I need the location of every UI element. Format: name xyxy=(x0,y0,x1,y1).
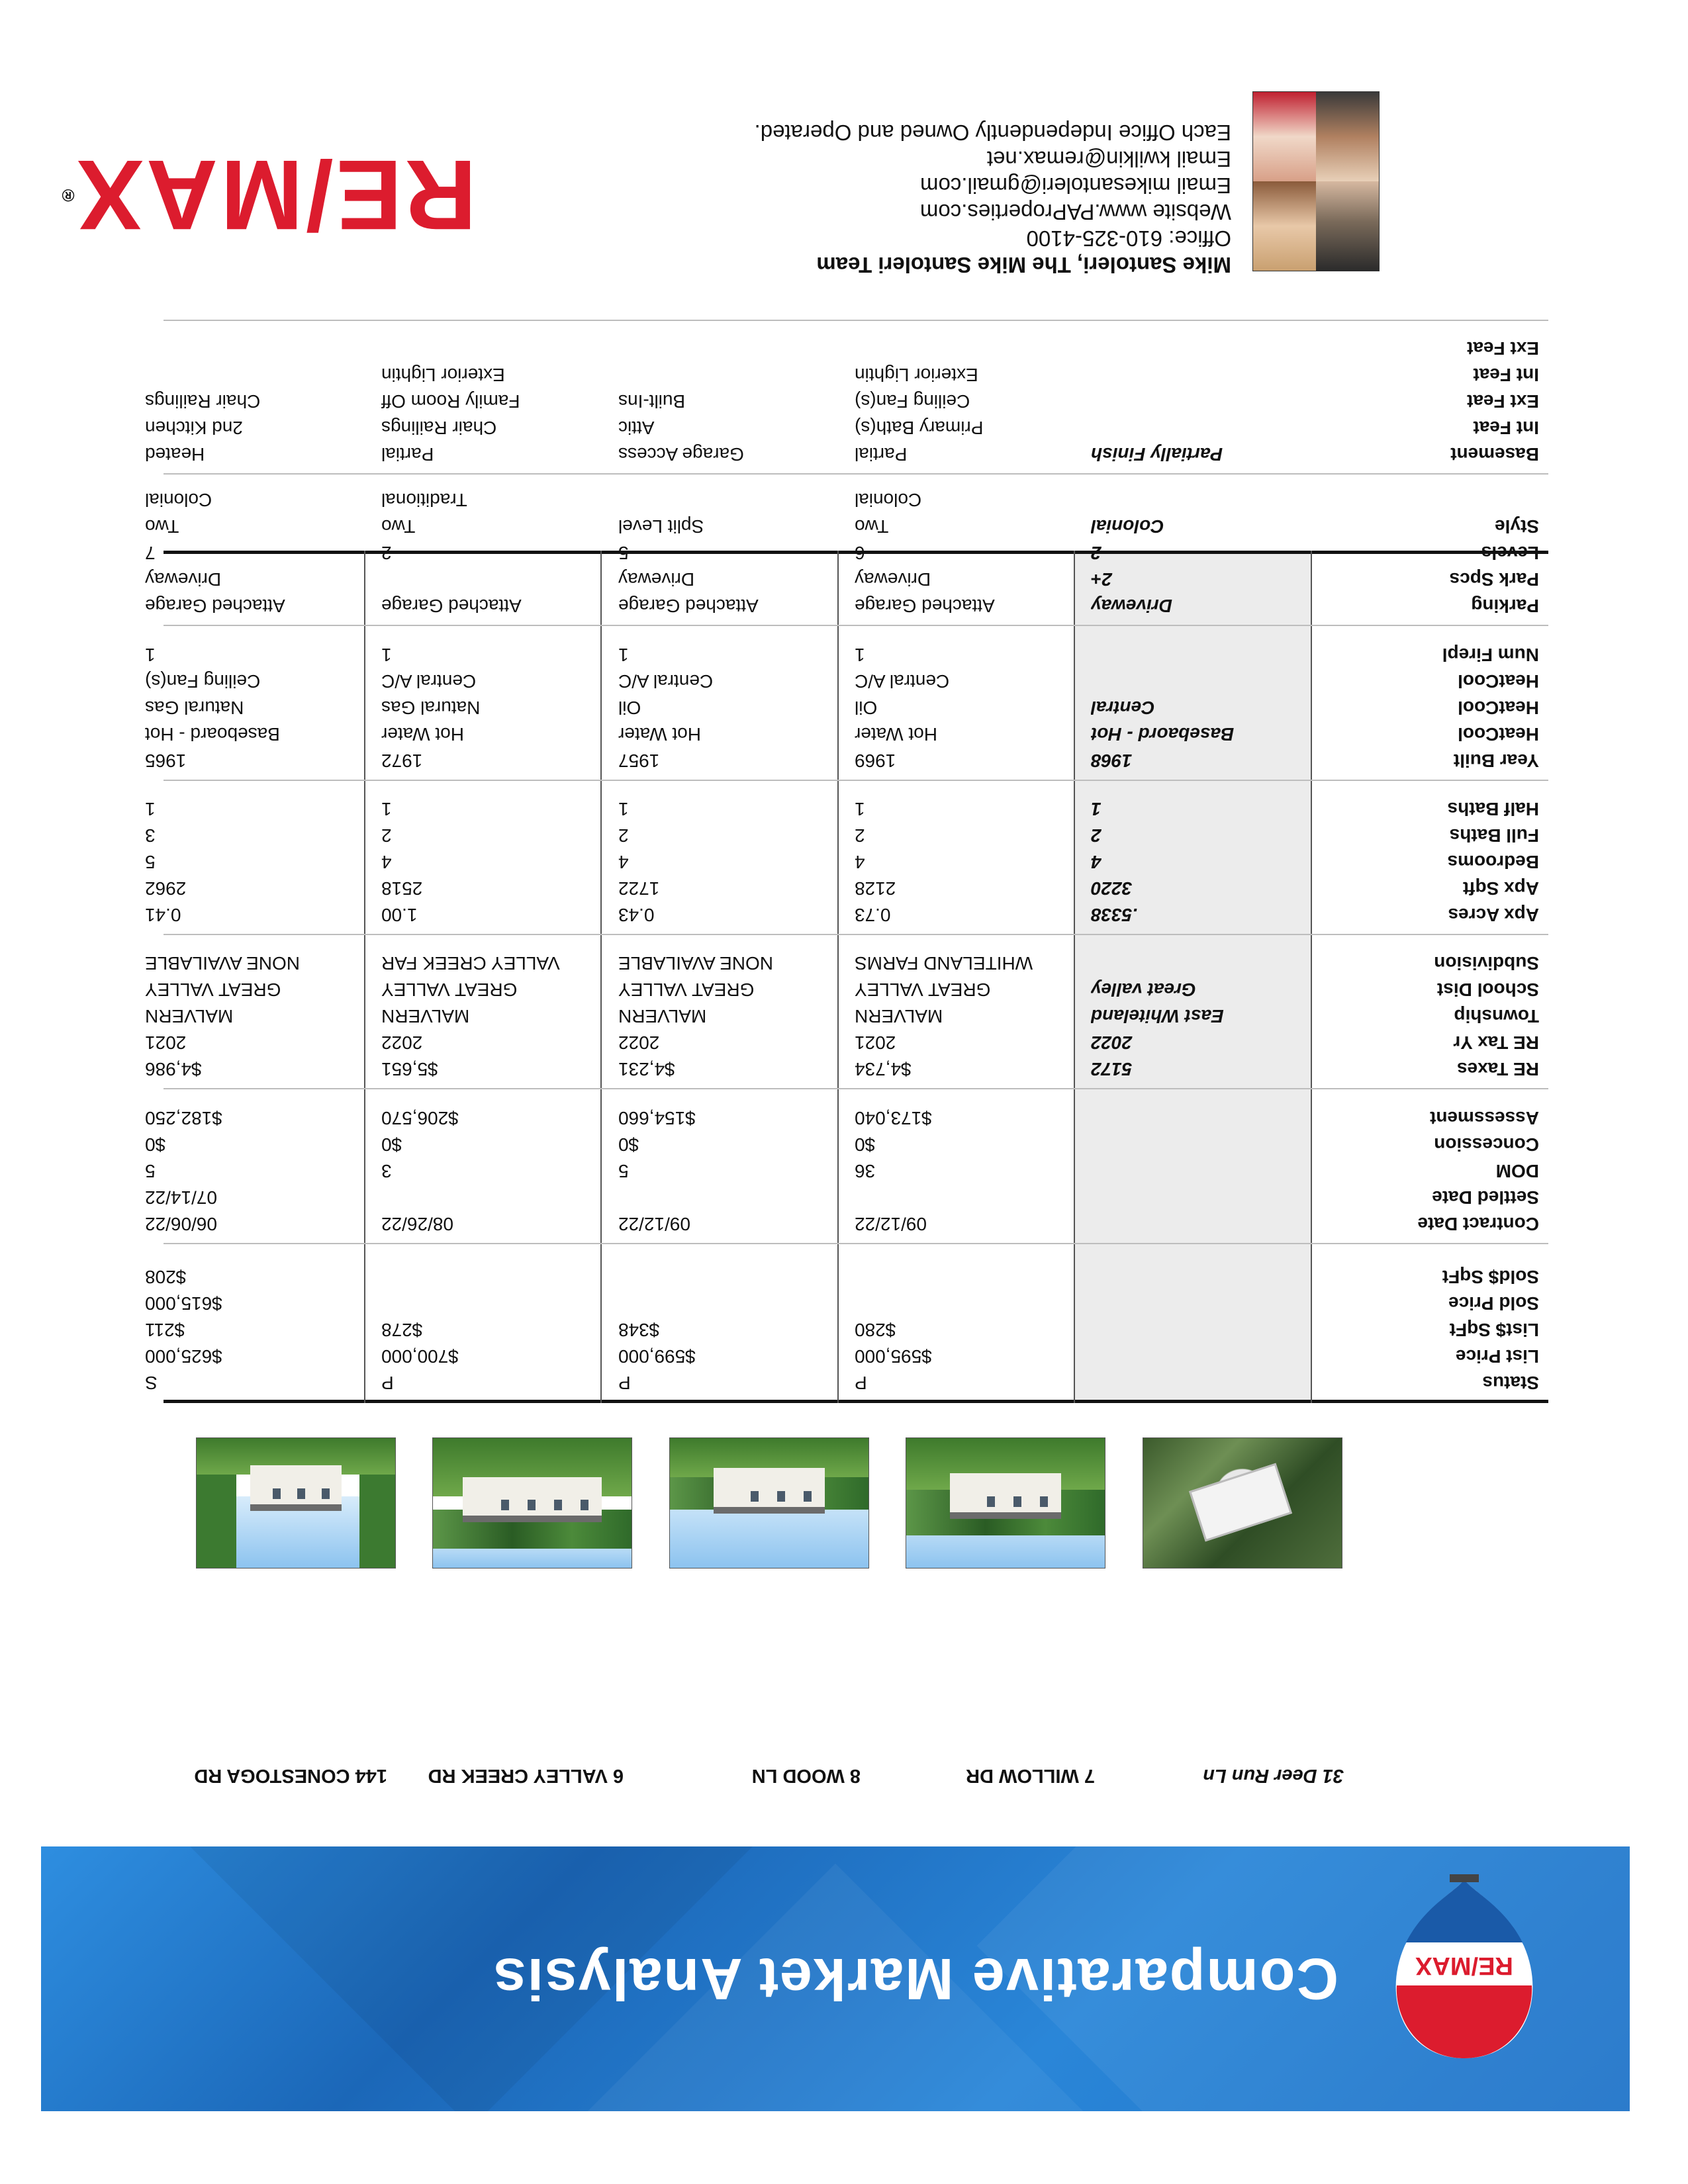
agent-website: Website www.PAProperties.com xyxy=(919,200,1231,224)
row-label-g7-2: Ext Feat xyxy=(1467,391,1539,412)
row-label-g1-0: Status xyxy=(1482,1373,1539,1393)
comp3-full-baths: 2 xyxy=(381,825,392,846)
comp3-bedrooms: 4 xyxy=(381,852,392,872)
comp3-num-firepl: 1 xyxy=(381,645,392,665)
comp3-apx-sqft: 2518 xyxy=(381,878,423,899)
comp4-contract-date: 06/06/22 xyxy=(145,1214,217,1234)
page-title: Comparative Market Analysis xyxy=(492,1946,1338,2012)
row-label-g3-2: Township xyxy=(1454,1006,1539,1026)
comp3-assessment: $206,570 xyxy=(381,1108,459,1128)
comp1-bedrooms: 4 xyxy=(855,852,865,872)
comp4-school-dist: GREAT VALLEY xyxy=(145,979,281,1000)
comp3-ext-feat1: Family Room Off xyxy=(381,391,520,412)
comp4-heatcool2: Natural Gas xyxy=(145,698,244,718)
comp3-contract-date: 08/26/22 xyxy=(381,1214,453,1234)
row-label-g1-2: List$ SqFt xyxy=(1449,1320,1539,1340)
comp3-heatcool2: Natural Gas xyxy=(381,698,481,718)
comp4-re-taxes: $4,986 xyxy=(145,1059,202,1079)
comp4-park-spcs: Driveway xyxy=(145,569,222,590)
subject-levels: 2 xyxy=(1091,543,1102,563)
row-label-g1-4: Sold$ SqFt xyxy=(1442,1267,1539,1287)
comp1-address: 7 WILLOW DR xyxy=(966,1765,1095,1786)
comp1-dom: 36 xyxy=(855,1161,876,1181)
row-label-g3-4: Subdivision xyxy=(1434,953,1539,974)
comp1-heatcool1: Hot Water xyxy=(855,724,937,745)
row-label-g6-1: Park Spcs xyxy=(1449,569,1539,590)
comp3-re-tax-yr: 2022 xyxy=(381,1032,423,1053)
subject-photo xyxy=(1143,1437,1342,1569)
comp3-apx-acres: 1.00 xyxy=(381,905,418,925)
office-disclaimer: Each Office Independently Owned and Operated. xyxy=(754,120,1231,145)
comp1-int-feat2: Exterior Lightin xyxy=(855,365,978,385)
row-label-g5-1: HeatCool xyxy=(1458,724,1539,745)
remax-balloon-icon xyxy=(1378,1873,1550,2071)
comp1-int-feat1: Primary Bath(s) xyxy=(855,418,984,438)
subject-heatcool1: Basebaord - Hot xyxy=(1091,724,1235,745)
comp3-basement: Partial xyxy=(381,444,434,465)
row-label-g4-2: Bedrooms xyxy=(1447,852,1539,872)
comp1-style: Two xyxy=(855,516,889,537)
comp1-re-tax-yr: 2021 xyxy=(855,1032,896,1053)
comp3-int-feat2: Exterior Lightin xyxy=(381,365,505,385)
comp4-half-baths: 1 xyxy=(145,799,156,819)
comp3-photo xyxy=(432,1437,632,1569)
comp2-list-price: $599,000 xyxy=(618,1346,696,1367)
row-label-g5-4: Num Firepl xyxy=(1442,645,1539,665)
comp4-address: 144 CONESTOGA RD xyxy=(194,1765,387,1786)
comp1-parking: Attached Garage xyxy=(855,596,995,616)
comp4-basement: Heated xyxy=(145,444,205,465)
comp4-photo xyxy=(196,1437,396,1569)
comp4-heatcool1: Baseboard - Hot xyxy=(145,724,280,745)
comp2-address: 8 WOOD LN xyxy=(751,1765,861,1786)
comp1-re-taxes: $4,734 xyxy=(855,1059,912,1079)
row-label-g5-2: HeatCool xyxy=(1458,698,1539,718)
row-label-g2-3: Concession xyxy=(1434,1134,1539,1155)
comp1-school-dist: GREAT VALLEY xyxy=(855,979,991,1000)
comp1-full-baths: 2 xyxy=(855,825,865,846)
comp4-concession: $0 xyxy=(145,1134,166,1155)
comp4-style2: Colonial xyxy=(145,490,212,510)
subject-school-dist: Great valley xyxy=(1091,979,1196,1000)
comp4-re-tax-yr: 2021 xyxy=(145,1032,187,1053)
subject-style: Colonial xyxy=(1091,516,1164,537)
comp2-heatcool3: Central A/C xyxy=(618,671,714,692)
subject-apx-sqft: 3220 xyxy=(1091,878,1133,899)
comp2-list-sqft: $348 xyxy=(618,1320,660,1340)
comp1-basement: Partial xyxy=(855,444,908,465)
row-label-g7-4: Ext Feat xyxy=(1467,338,1539,359)
comp4-apx-acres: 0.41 xyxy=(145,905,181,925)
comp1-apx-sqft: 2128 xyxy=(855,878,896,899)
row-label-g3-3: School Dist xyxy=(1436,979,1539,1000)
comp1-list-sqft: $280 xyxy=(855,1320,896,1340)
row-label-g6-2: Levels xyxy=(1481,543,1539,563)
row-label-g6-0: Parking xyxy=(1471,596,1539,616)
row-label-g1-3: Sold Price xyxy=(1448,1293,1539,1314)
row-label-g6-3: Style xyxy=(1495,516,1539,537)
comp2-full-baths: 2 xyxy=(618,825,629,846)
comp2-subdivision: NONE AVAILABLE xyxy=(618,953,773,974)
comp2-dom: 5 xyxy=(618,1161,629,1181)
balloon-logo-text: RE/MAX xyxy=(1415,1952,1513,1979)
comp2-basement: Garage Access xyxy=(618,444,744,465)
agent-email-1: Email mikesantoleri@gmail.com xyxy=(920,173,1231,198)
comp4-status: S xyxy=(145,1373,158,1393)
comp4-township: MALVERN xyxy=(145,1006,234,1026)
comp2-photo xyxy=(669,1437,869,1569)
comp4-list-sqft: $211 xyxy=(145,1320,185,1340)
row-label-g2-2: DOM xyxy=(1495,1161,1539,1181)
comp1-ext-feat1: Ceiling Fan(s) xyxy=(855,391,970,412)
comp2-apx-acres: 0.43 xyxy=(618,905,655,925)
comp1-contract-date: 09/12/22 xyxy=(855,1214,927,1234)
comp1-list-price: $595,000 xyxy=(855,1346,932,1367)
comp1-levels: 6 xyxy=(855,543,865,563)
comp3-style2: Traditional xyxy=(381,490,467,510)
comp3-status: P xyxy=(381,1373,394,1393)
comp2-half-baths: 1 xyxy=(618,799,629,819)
comp2-year-built: 1957 xyxy=(618,751,660,771)
comp2-parking: Attached Garage xyxy=(618,596,759,616)
comp1-apx-acres: 0.73 xyxy=(855,905,891,925)
comp3-int-feat1: Chair Railings xyxy=(381,418,497,438)
subject-year-built: 1968 xyxy=(1091,751,1133,771)
comp2-style: Split Level xyxy=(618,516,704,537)
comp2-apx-sqft: 1722 xyxy=(618,878,660,899)
comp4-dom: 5 xyxy=(145,1161,156,1181)
comp3-heatcool3: Central A/C xyxy=(381,671,477,692)
comp4-levels: 7 xyxy=(145,543,156,563)
comp3-address: 6 VALLEY CREEK RD xyxy=(428,1765,624,1786)
comp1-subdivision: WHITELAND FARMS xyxy=(855,953,1033,974)
comp3-list-sqft: $278 xyxy=(381,1320,423,1340)
row-label-g4-4: Half Baths xyxy=(1447,799,1539,819)
comp2-township: MALVERN xyxy=(618,1006,707,1026)
row-label-g2-0: Contract Date xyxy=(1417,1214,1539,1234)
comparison-table xyxy=(145,338,1548,1403)
row-label-g3-0: RE Taxes xyxy=(1457,1059,1539,1079)
comp4-year-built: 1965 xyxy=(145,751,187,771)
subject-park-spcs: 2+ xyxy=(1091,569,1112,590)
comp3-township: MALVERN xyxy=(381,1006,470,1026)
comp4-ext-feat1: Chair Railings xyxy=(145,391,261,412)
subject-township: East Whiteland xyxy=(1091,1006,1224,1026)
comp4-list-price: $625,000 xyxy=(145,1346,222,1367)
subject-heatcool2: Central xyxy=(1091,698,1155,718)
remax-logo-text: RE/MAX xyxy=(74,140,477,251)
comp1-park-spcs: Driveway xyxy=(855,569,931,590)
agent-name: Mike Santoleri, The Mike Santoleri Team xyxy=(816,253,1231,277)
row-label-g2-1: Settled Date xyxy=(1432,1187,1539,1208)
subject-parking: Driveway xyxy=(1091,596,1172,616)
subject-basement: Partially Finish xyxy=(1091,444,1223,465)
comp4-subdivision: NONE AVAILABLE xyxy=(145,953,300,974)
agent-email-2: Email kwilkin@remax.net xyxy=(986,147,1231,171)
comp4-full-baths: 3 xyxy=(145,825,156,846)
agent-photos xyxy=(1252,91,1380,271)
subject-re-tax-yr: 2022 xyxy=(1091,1032,1133,1053)
subject-full-baths: 2 xyxy=(1091,825,1102,846)
comp2-park-spcs: Driveway xyxy=(618,569,695,590)
comp3-dom: 3 xyxy=(381,1161,392,1181)
comp4-settled-date: 07/14/22 xyxy=(145,1187,217,1208)
row-label-g4-3: Full Baths xyxy=(1449,825,1539,846)
comp1-township: MALVERN xyxy=(855,1006,943,1026)
comp3-parking: Attached Garage xyxy=(381,596,522,616)
comp2-assessment: $154,660 xyxy=(618,1108,696,1128)
comp4-int-feat1: 2nd Kitchen xyxy=(145,418,243,438)
comp3-concession: $0 xyxy=(381,1134,402,1155)
comp1-photo xyxy=(906,1437,1105,1569)
remax-logo: RE/MAX® xyxy=(59,140,477,251)
comp3-style: Two xyxy=(381,516,416,537)
comp1-style2: Colonial xyxy=(855,490,922,510)
comp2-num-firepl: 1 xyxy=(618,645,629,665)
comp1-status: P xyxy=(855,1373,867,1393)
comp2-bedrooms: 4 xyxy=(618,852,629,872)
comp1-year-built: 1969 xyxy=(855,751,896,771)
row-label-g2-4: Assessment xyxy=(1430,1108,1539,1128)
row-label-g5-0: Year Built xyxy=(1453,751,1539,771)
row-label-g3-1: RE Tax Yr xyxy=(1453,1032,1539,1053)
comp4-apx-sqft: 2962 xyxy=(145,878,187,899)
agent-office: Office: 610-325-4100 xyxy=(1026,226,1231,251)
comp2-re-tax-yr: 2022 xyxy=(618,1032,660,1053)
comp4-sold-price: $615,000 xyxy=(145,1293,222,1314)
comp3-subdivision: VALLEY CREEK FAR xyxy=(381,953,560,974)
row-label-g7-3: Int Feat xyxy=(1473,365,1539,385)
comp4-assessment: $182,250 xyxy=(145,1108,222,1128)
comp1-assessment: $173,040 xyxy=(855,1108,932,1128)
subject-bedrooms: 4 xyxy=(1091,852,1102,872)
comp2-int-feat1: Attic xyxy=(618,418,655,438)
comp3-school-dist: GREAT VALLEY xyxy=(381,979,518,1000)
comp4-style: Two xyxy=(145,516,179,537)
comp2-ext-feat1: Built-Ins xyxy=(618,391,686,412)
row-label-g5-3: HeatCool xyxy=(1458,671,1539,692)
subject-half-baths: 1 xyxy=(1091,799,1102,819)
comp3-list-price: $700,000 xyxy=(381,1346,459,1367)
comp4-parking: Attached Garage xyxy=(145,596,285,616)
comp2-heatcool1: Hot Water xyxy=(618,724,701,745)
comp4-bedrooms: 5 xyxy=(145,852,156,872)
comp1-heatcool2: Oil xyxy=(855,698,878,718)
subject-apx-acres: .5338 xyxy=(1091,905,1138,925)
row-label-g4-1: Apx Sqft xyxy=(1462,878,1539,899)
row-label-g1-1: List Price xyxy=(1455,1346,1539,1367)
comp1-half-baths: 1 xyxy=(855,799,865,819)
header-banner xyxy=(41,1846,1630,2111)
row-label-g7-1: Int Feat xyxy=(1473,418,1539,438)
subject-re-taxes: 5172 xyxy=(1091,1059,1133,1079)
row-label-g7-0: Basement xyxy=(1450,444,1539,465)
comp2-school-dist: GREAT VALLEY xyxy=(618,979,755,1000)
comp3-half-baths: 1 xyxy=(381,799,392,819)
comp2-concession: $0 xyxy=(618,1134,639,1155)
comp1-heatcool3: Central A/C xyxy=(855,671,950,692)
comp3-heatcool1: Hot Water xyxy=(381,724,464,745)
comp2-levels: 5 xyxy=(618,543,629,563)
comp2-heatcool2: Oil xyxy=(618,698,641,718)
comp3-levels: 2 xyxy=(381,543,392,563)
comp4-num-firepl: 1 xyxy=(145,645,156,665)
row-label-g4-0: Apx Acres xyxy=(1448,905,1539,925)
comp3-year-built: 1972 xyxy=(381,751,423,771)
comp2-status: P xyxy=(618,1373,631,1393)
comp3-re-taxes: $5,651 xyxy=(381,1059,438,1079)
comp2-contract-date: 09/12/22 xyxy=(618,1214,690,1234)
comp2-re-taxes: $4,231 xyxy=(618,1059,675,1079)
subject-address: 31 Deer Run Ln xyxy=(1203,1765,1344,1786)
comp4-sold-sqft: $208 xyxy=(145,1267,187,1287)
comp4-heatcool3: Ceiling Fan(s) xyxy=(145,671,261,692)
comp1-num-firepl: 1 xyxy=(855,645,865,665)
comp1-concession: $0 xyxy=(855,1134,876,1155)
